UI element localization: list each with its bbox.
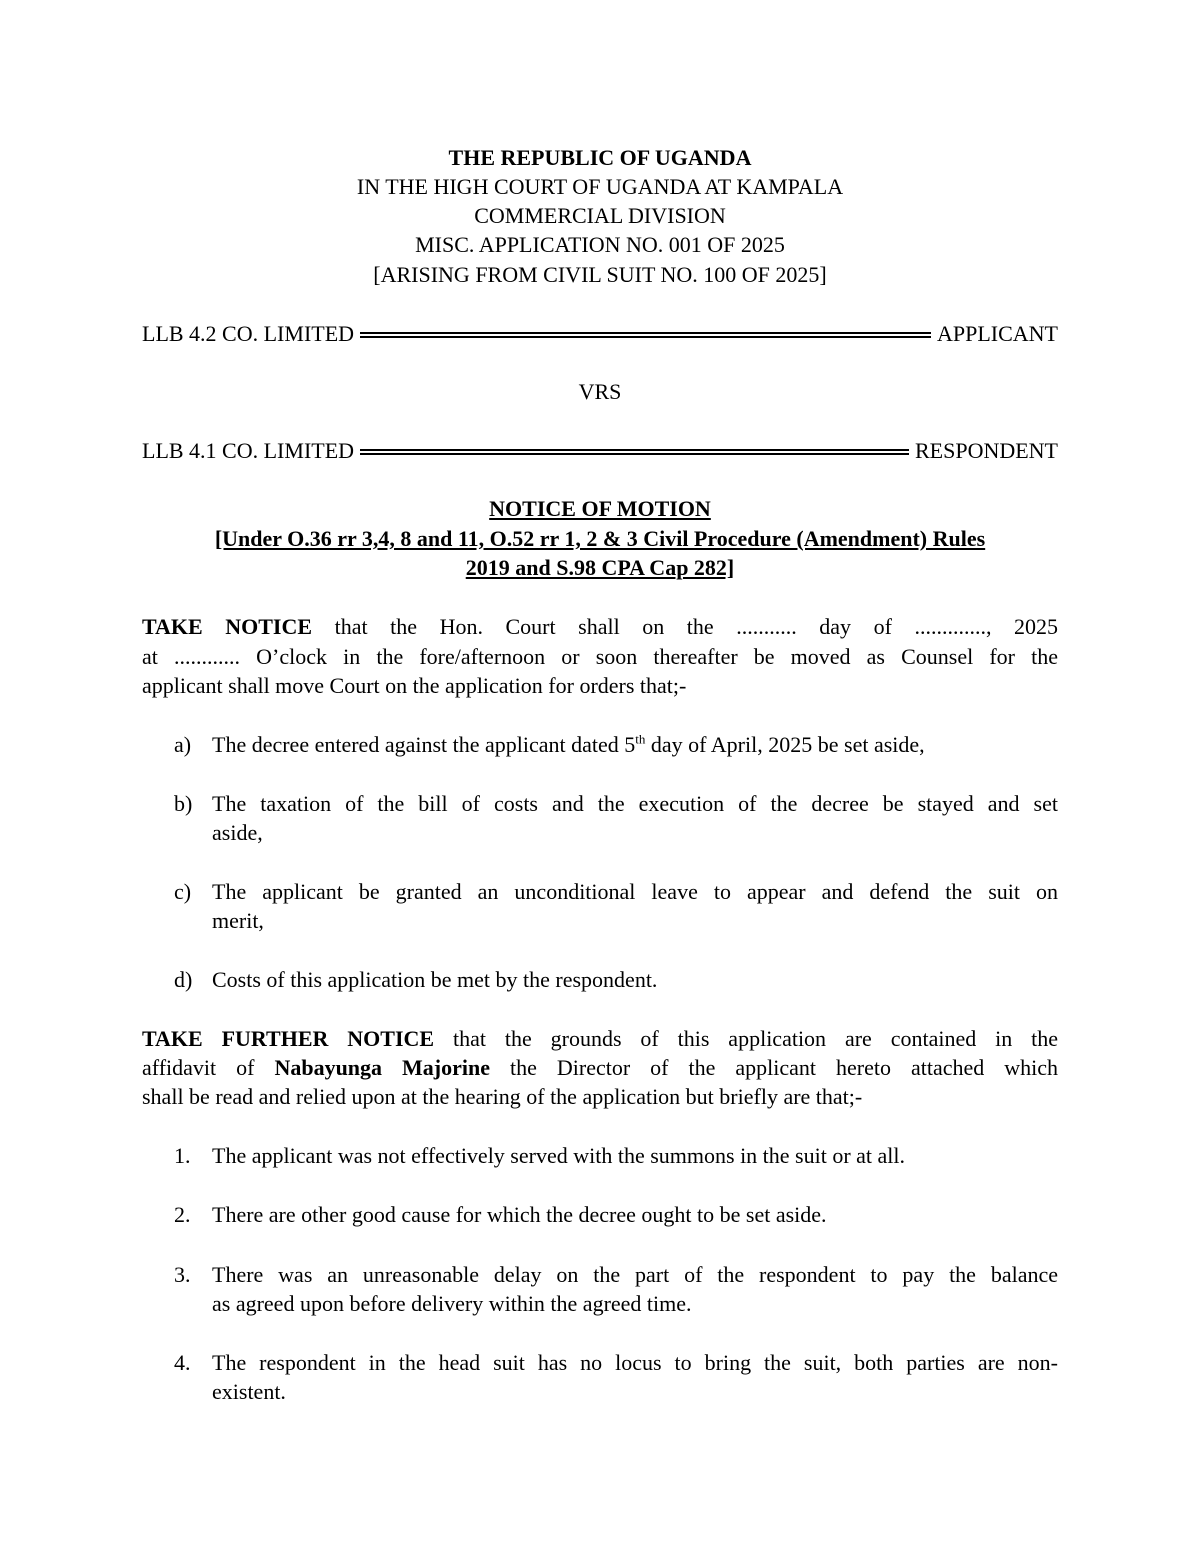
further-notice-line2 [142, 1053, 1058, 1082]
applicant-line [142, 319, 1058, 348]
further-notice-text: that the grounds of this application are contained in the [434, 1026, 1058, 1051]
versus-label: VRS [578, 379, 622, 404]
motion-title: NOTICE OF MOTION [489, 496, 711, 521]
take-notice-text: that the Hon. Court shall on the ........... day of ............., 2025 [312, 614, 1058, 639]
ground-text-line1: The applicant was not effectively served with the summons in the suit or at all. [212, 1143, 906, 1168]
order-text-line2: aside, [212, 820, 263, 845]
ground-text-line1: The respondent in the head suit has no locus to bring the suit, both parties are non- [212, 1350, 1058, 1375]
order-text-part: The decree entered against the applicant dated 5 [212, 732, 636, 757]
order-text [212, 730, 1058, 760]
divider-rule [360, 449, 909, 455]
take-notice-line3: applicant shall move Court on the application for orders that;- [142, 673, 687, 698]
further-notice-line1 [142, 1024, 1058, 1053]
take-notice-line1 [142, 612, 1058, 641]
order-label: b) [174, 791, 193, 816]
ground-text-line2: as agreed upon before delivery within the agreed time. [212, 1291, 692, 1316]
deponent-name: Nabayunga Majorine [274, 1055, 491, 1080]
court-heading: IN THE HIGH COURT OF UGANDA AT KAMPALA [356, 174, 844, 199]
motion-basis-line2: 2019 and S.98 CPA Cap 282] [465, 555, 735, 580]
respondent-name: LLB 4.1 CO. LIMITED [142, 438, 355, 463]
division-heading: COMMERCIAL DIVISION [474, 203, 726, 228]
order-label: d) [174, 967, 193, 992]
respondent-line [142, 436, 1058, 465]
ground-label: 4. [174, 1350, 191, 1375]
application-number: MISC. APPLICATION NO. 001 OF 2025 [415, 232, 785, 257]
ground-text-line1: There was an unreasonable delay on the part of the respondent to pay the balance [212, 1262, 1058, 1287]
superscript: th [635, 731, 646, 747]
ground-label: 3. [174, 1262, 191, 1287]
order-label: c) [174, 879, 192, 904]
order-text-part: day of April, 2025 be set aside, [645, 732, 925, 757]
applicant-role: APPLICANT [936, 321, 1058, 346]
ground-text-line1: There are other good cause for which the decree ought to be set aside. [212, 1202, 827, 1227]
order-label: a) [174, 732, 192, 757]
arising-from: [ARISING FROM CIVIL SUIT NO. 100 OF 2025] [373, 262, 827, 287]
take-notice-line2: at ............ O’clock in the fore/afternoon or soon thereafter be moved as Counsel for the [142, 644, 1058, 669]
ground-text-line2: existent. [212, 1379, 286, 1404]
divider-rule [360, 332, 931, 338]
further-notice-lead: TAKE FURTHER NOTICE [142, 1026, 435, 1051]
order-text-line2: merit, [212, 908, 264, 933]
further-notice-text: the Director of the applicant hereto attached which [490, 1055, 1059, 1080]
order-text-line1: The taxation of the bill of costs and the execution of the decree be stayed and set [212, 791, 1058, 816]
further-notice-text: affidavit of [142, 1055, 275, 1080]
take-notice-lead: TAKE NOTICE [142, 614, 313, 639]
ground-label: 1. [174, 1143, 191, 1168]
further-notice-line3: shall be read and relied upon at the hearing of the application but briefly are that;- [142, 1084, 863, 1109]
motion-basis-line1: [Under O.36 rr 3,4, 8 and 11, O.52 rr 1, 2 & 3 Civil Procedure (Amendment) Rules [214, 526, 986, 551]
order-text-line1: The applicant be granted an unconditional leave to appear and defend the suit on [212, 879, 1058, 904]
order-text-line1: Costs of this application be met by the respondent. [212, 967, 658, 992]
republic-heading: THE REPUBLIC OF UGANDA [448, 145, 752, 170]
applicant-name: LLB 4.2 CO. LIMITED [142, 321, 355, 346]
ground-label: 2. [174, 1202, 191, 1227]
respondent-role: RESPONDENT [914, 438, 1058, 463]
